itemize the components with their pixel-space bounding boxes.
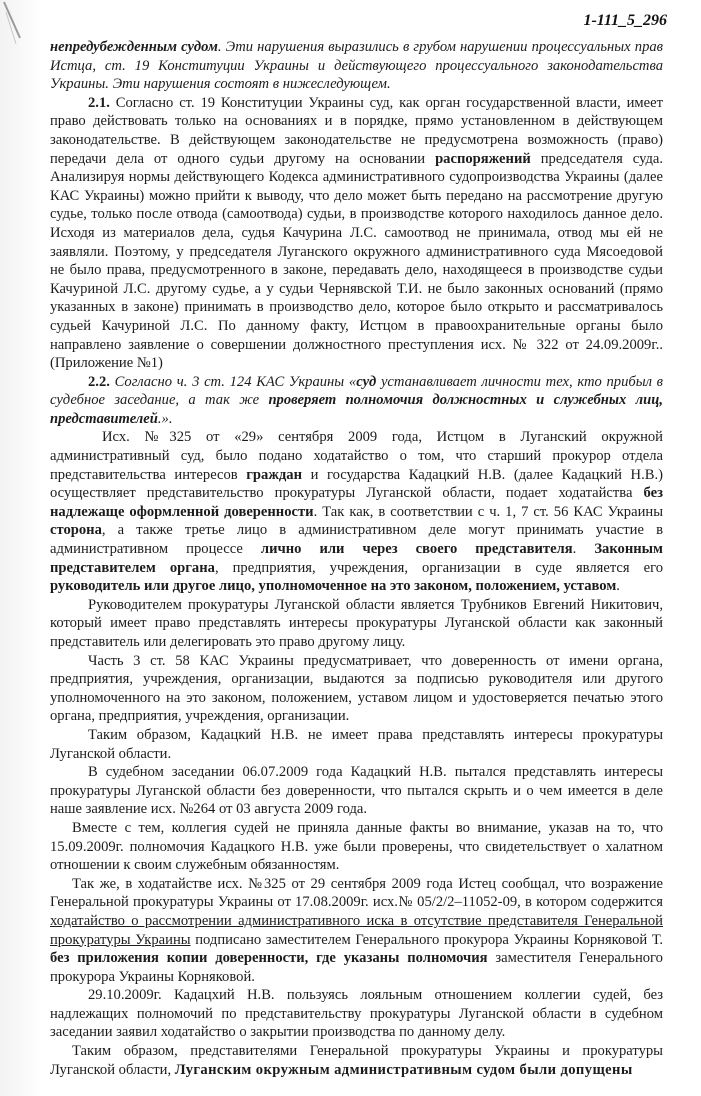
paragraph-collegium: Вместе с тем, коллегия судей не приняла данные факты во внимание, указав на то, что 15.09.2009г. полномочия Кадацкого Н.В. уже были проверены, что свидетельствует о халатном отношении к своим служебным обязанностям. bbox=[50, 819, 663, 874]
italic-quote: .». bbox=[157, 410, 173, 427]
bold-italic-term: суд bbox=[356, 373, 377, 390]
text-span: Так же, в ходатайстве исх. №325 от 29 сентября 2009 года Истец сообщал, что возражение Генеральной прокуратуры Украины от 17.08.2009г. исх.№ 05/2/2–11052-09, в котором содержится bbox=[50, 875, 663, 911]
text-span: , а также третье лицо в административном деле могут принимать участие в административном процессе bbox=[50, 522, 663, 558]
bold-term: граждан bbox=[246, 466, 302, 483]
scan-edge-shadow bbox=[0, 0, 42, 1096]
paragraph-objection bbox=[50, 875, 663, 987]
bold-term: Луганским окружным административным судом были допущены bbox=[174, 1061, 633, 1078]
text-span: . bbox=[572, 541, 595, 558]
emphasis-text: непредубежденным судом bbox=[50, 39, 218, 55]
paragraph-hearing-0607: В судебном заседании 06.07.2009 года Кадацкий Н.В. пытался представлять интересы прокуратуры Луганской области без доверенности, что пытался скрыть и о чем имеется в деле наше заявление исх. №264 от 03 августа 2009 года. bbox=[50, 764, 663, 818]
text-span: Таким образом, представителями Генеральной прокуратуры Украины и прокуратуры Луганской области, bbox=[50, 1043, 663, 1078]
text-span: . Так как, в соответствии с ч. 1, 7 ст. 56 КАС Украины bbox=[313, 503, 663, 520]
text-span: Согласно ст. 19 Конституции Украины суд, как орган государственной власти, имеет право действовать только на основаниях и в порядке, прямо установленном в действующем законодательстве. В действующем законодательстве не предусмотрена возможность (право) передачи дела от одного судьи другому на основании bbox=[50, 94, 663, 167]
bold-term: сторона bbox=[50, 522, 102, 539]
document-body bbox=[50, 38, 663, 1079]
paragraph-conclusion-1: Таким образом, Кадацкий Н.В. не имеет права представлять интересы прокуратуры Луганской области. bbox=[50, 726, 663, 762]
bold-italic-term: проверяет полномочия должностных и служебных лиц, представителей bbox=[50, 392, 663, 427]
paragraph-2-1 bbox=[50, 94, 663, 373]
text-span: , предприятия, учреждения, организации в суде является его bbox=[214, 559, 664, 576]
paragraph-2-2 bbox=[50, 373, 663, 429]
bold-term: Законным представителем органа bbox=[50, 541, 663, 576]
paragraph-hearing-2910: 29.10.2009г. Кадацхий Н.В. пользуясь лояльным отношением коллегии судей, без надлежащих полномочий по представительству прокуратуры Луганской области в судебном заседании заявил ходатайство о закрытии производства по данному делу. bbox=[50, 987, 663, 1041]
bold-term: руководитель или другое лицо, уполномоченное на это законом, положением, уставом bbox=[50, 578, 617, 595]
italic-quote: Согласно ч. 3 ст. 124 КАС Украины « bbox=[109, 373, 357, 390]
paragraph-head-of-prosecutor: Руководителем прокуратуры Луганской области является Трубников Евгений Никитович, который имеет право представлять интересы прокуратуры Луганской области как законный представитель или делегировать это право другому лицу. bbox=[50, 596, 663, 650]
underlined-text: ходатайство о рассмотрении административного иска в отсутствие представителя Генеральной прокуратуры Украины bbox=[50, 912, 663, 948]
section-number: 2.1. bbox=[88, 94, 110, 111]
text-span: . bbox=[616, 578, 620, 595]
text-span: заместителя Генерального прокурора Украины Корняковой. bbox=[50, 950, 663, 985]
text-span: председателя суда. Анализируя нормы действующего Кодекса административного судопроизводства Украины (далее КАС Украины) можно прийти к выводу, что дело может быть передано на рассмотрение другую судье, только после отвода (самоотвода) судьи, в производстве которого находилось данное дело. Исходя из материалов дела, судья Качурина Л.С. самоотвод не принимала, отвод мы ей не заявляли. Поэтому, у председателя Луганского окружного административного суда Мясоедовой не было права, предусмотренного в законе, передавать дело, находящееся в производстве судьи Качуриной Л.С. другому судье, а у судьи Чернявской Т.И. не было законных оснований (прямо указанных в законе) принимать в производство дело, которое было открыто и рассматривалось судьей Качуриной Л.С. По данному факту, Истцом в правоохранительные органы было направлено заявление о совершении должностного преступления исх. № 322 от 24.09.2009г.. (Приложение №1) bbox=[50, 150, 663, 372]
scan-corner-mark bbox=[2, 0, 32, 60]
paragraph-intro bbox=[50, 38, 663, 94]
paragraph-conclusion-2 bbox=[50, 1042, 663, 1079]
bold-term: без приложения копии доверенности, где указаны полномочия bbox=[50, 950, 488, 967]
paragraph-art-58: Часть 3 ст. 58 КАС Украины предусматривает, что доверенность от имени органа, предприятия, учреждения, организации, выдаются за подписью руководителя или другого уполномоченного на это законом, положением, уставом лицом и удостоверяется печатью этого органа, предприятия, учреждения, организации. bbox=[50, 652, 663, 725]
page-identifier: 1-111_5_296 bbox=[583, 12, 667, 29]
bold-term: лично или через своего представителя bbox=[260, 541, 573, 558]
paragraph-motion-325 bbox=[50, 428, 663, 595]
bold-term: без надлежаще оформленной доверенности bbox=[50, 485, 663, 520]
bold-term: распоряжений bbox=[435, 150, 531, 167]
intro-text: . Эти нарушения выразились в грубом нарушении процессуальных прав Истца, ст. 19 Конституции Украины и действующего процессуального законодательства Украины. Эти нарушения состоят в нижеследующем. bbox=[50, 39, 663, 93]
italic-quote: устанавливает личности тех, кто прибыл в судебное заседание, а так же bbox=[50, 373, 664, 409]
text-span: подписано заместителем Генерального прокурора Украины Корняковой Т. bbox=[190, 931, 663, 948]
text-span: и государства Кадацкий Н.В. (далее Кадацкий Н.В.) осуществляет представительство прокуратуры Луганской области, подает ходатайства bbox=[50, 466, 663, 502]
section-number: 2.2. bbox=[88, 373, 110, 390]
text-span: Исх. №325 от «29» сентября 2009 года, Истцом в Луганский окружной административный суд, было подано ходатайство о том, что старший прокурор отдела представительства интересов bbox=[50, 429, 663, 483]
